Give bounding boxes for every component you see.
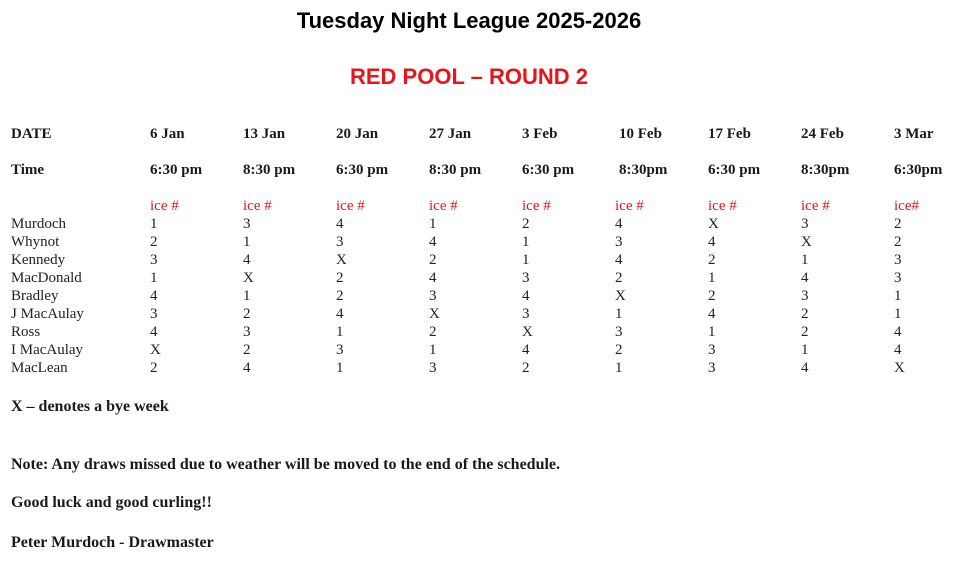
- ice-assignment: 1: [150, 216, 158, 232]
- ice-assignment: 1: [336, 324, 344, 340]
- ice-assignment: 3: [708, 342, 716, 358]
- bye-week-note: X – denotes a bye week: [11, 398, 169, 415]
- ice-assignment: 4: [615, 216, 623, 232]
- time-cell: 6:30 pm: [522, 162, 575, 178]
- time-label: Time: [11, 162, 45, 178]
- ice-header: ice #: [801, 198, 830, 214]
- ice-assignment: 3: [243, 324, 251, 340]
- date-cell: 27 Jan: [429, 126, 472, 142]
- ice-header: ice #: [150, 198, 179, 214]
- time-cell: 8:30 pm: [243, 162, 296, 178]
- ice-assignment: X: [615, 288, 626, 304]
- ice-assignment: 1: [429, 216, 437, 232]
- team-name: Ross: [11, 324, 41, 340]
- good-luck-note: Good luck and good curling!!: [11, 494, 212, 511]
- date-cell: 13 Jan: [243, 126, 286, 142]
- ice-header: ice #: [615, 198, 644, 214]
- ice-assignment: 2: [894, 234, 902, 250]
- time-cell: 6:30pm: [894, 162, 943, 178]
- pool-round-subtitle: RED POOL – ROUND 2: [350, 64, 588, 89]
- ice-assignment: X: [801, 234, 812, 250]
- ice-assignment: 4: [150, 324, 158, 340]
- time-cell: 6:30 pm: [150, 162, 203, 178]
- date-cell: 6 Jan: [150, 126, 185, 142]
- ice-assignment: 3: [522, 306, 530, 322]
- ice-assignment: 3: [336, 342, 344, 358]
- team-name: Whynot: [11, 234, 60, 250]
- ice-assignment: 2: [150, 234, 158, 250]
- ice-assignment: 3: [894, 270, 902, 286]
- date-cell: 24 Feb: [801, 126, 844, 142]
- ice-assignment: 2: [336, 288, 344, 304]
- time-cell: 6:30 pm: [336, 162, 389, 178]
- date-cell: 17 Feb: [708, 126, 751, 142]
- ice-assignment: 4: [522, 288, 530, 304]
- ice-header: ice #: [522, 198, 551, 214]
- ice-assignment: X: [429, 306, 440, 322]
- date-cell: 10 Feb: [619, 126, 662, 142]
- ice-assignment: 2: [243, 342, 251, 358]
- ice-assignment: 2: [429, 252, 437, 268]
- ice-assignment: 1: [708, 324, 716, 340]
- ice-assignment: 2: [243, 306, 251, 322]
- ice-assignment: 3: [615, 234, 623, 250]
- ice-assignment: 1: [615, 360, 623, 376]
- ice-assignment: 3: [708, 360, 716, 376]
- ice-assignment: 2: [894, 216, 902, 232]
- ice-assignment: X: [522, 324, 533, 340]
- ice-assignment: 4: [243, 360, 251, 376]
- team-name: Murdoch: [11, 216, 66, 232]
- ice-assignment: 4: [801, 270, 809, 286]
- ice-header: ice #: [243, 198, 272, 214]
- ice-assignment: 4: [801, 360, 809, 376]
- ice-assignment: 2: [615, 342, 623, 358]
- ice-assignment: X: [243, 270, 254, 286]
- ice-assignment: 3: [243, 216, 251, 232]
- ice-assignment: 1: [894, 306, 902, 322]
- date-cell: 3 Feb: [522, 126, 558, 142]
- ice-assignment: 4: [894, 342, 902, 358]
- ice-assignment: 2: [336, 270, 344, 286]
- ice-assignment: 2: [801, 306, 809, 322]
- ice-assignment: 3: [336, 234, 344, 250]
- ice-assignment: 4: [708, 306, 716, 322]
- team-name: I MacAulay: [11, 342, 84, 358]
- ice-assignment: X: [708, 216, 719, 232]
- team-name: J MacAulay: [11, 306, 84, 322]
- ice-assignment: 3: [150, 252, 158, 268]
- time-cell: 6:30 pm: [708, 162, 761, 178]
- ice-header: ice #: [336, 198, 365, 214]
- ice-assignment: 3: [801, 216, 809, 232]
- ice-assignment: 4: [708, 234, 716, 250]
- ice-assignment: 1: [708, 270, 716, 286]
- ice-header: ice #: [708, 198, 737, 214]
- ice-assignment: 1: [615, 306, 623, 322]
- ice-assignment: 1: [429, 342, 437, 358]
- team-name: MacDonald: [11, 270, 82, 286]
- ice-assignment: 4: [894, 324, 902, 340]
- ice-assignment: 4: [336, 306, 344, 322]
- date-label: DATE: [11, 126, 52, 142]
- drawmaster-signature: Peter Murdoch - Drawmaster: [11, 534, 214, 551]
- ice-assignment: 2: [708, 288, 716, 304]
- team-name: Bradley: [11, 288, 59, 304]
- ice-assignment: 2: [522, 216, 530, 232]
- team-name: MacLean: [11, 360, 68, 376]
- ice-assignment: 1: [150, 270, 158, 286]
- league-title: Tuesday Night League 2025-2026: [296, 8, 642, 33]
- ice-assignment: 4: [429, 234, 437, 250]
- ice-assignment: 3: [429, 288, 437, 304]
- ice-header: ice#: [894, 198, 919, 214]
- ice-assignment: 1: [243, 288, 251, 304]
- ice-assignment: X: [150, 342, 161, 358]
- ice-assignment: X: [894, 360, 905, 376]
- date-cell: 3 Mar: [894, 126, 934, 142]
- ice-assignment: 3: [522, 270, 530, 286]
- ice-assignment: 1: [894, 288, 902, 304]
- ice-assignment: 4: [336, 216, 344, 232]
- ice-assignment: 3: [429, 360, 437, 376]
- ice-assignment: X: [336, 252, 347, 268]
- ice-assignment: 3: [615, 324, 623, 340]
- ice-header: ice #: [429, 198, 458, 214]
- ice-assignment: 1: [801, 342, 809, 358]
- time-cell: 8:30pm: [619, 162, 668, 178]
- ice-assignment: 4: [615, 252, 623, 268]
- ice-assignment: 2: [150, 360, 158, 376]
- date-cell: 20 Jan: [336, 126, 379, 142]
- ice-assignment: 4: [522, 342, 530, 358]
- ice-assignment: 2: [801, 324, 809, 340]
- ice-assignment: 1: [336, 360, 344, 376]
- ice-assignment: 2: [522, 360, 530, 376]
- ice-assignment: 1: [522, 234, 530, 250]
- ice-assignment: 1: [801, 252, 809, 268]
- ice-assignment: 3: [801, 288, 809, 304]
- ice-assignment: 4: [243, 252, 251, 268]
- ice-assignment: 1: [243, 234, 251, 250]
- team-name: Kennedy: [11, 252, 66, 268]
- weather-note: Note: Any draws missed due to weather will be moved to the end of the schedule.: [11, 456, 561, 473]
- time-cell: 8:30 pm: [429, 162, 482, 178]
- ice-assignment: 2: [708, 252, 716, 268]
- ice-assignment: 4: [429, 270, 437, 286]
- ice-assignment: 3: [894, 252, 902, 268]
- ice-assignment: 1: [522, 252, 530, 268]
- ice-assignment: 2: [429, 324, 437, 340]
- time-cell: 8:30pm: [801, 162, 850, 178]
- ice-assignment: 2: [615, 270, 623, 286]
- ice-assignment: 3: [150, 306, 158, 322]
- ice-assignment: 4: [150, 288, 158, 304]
